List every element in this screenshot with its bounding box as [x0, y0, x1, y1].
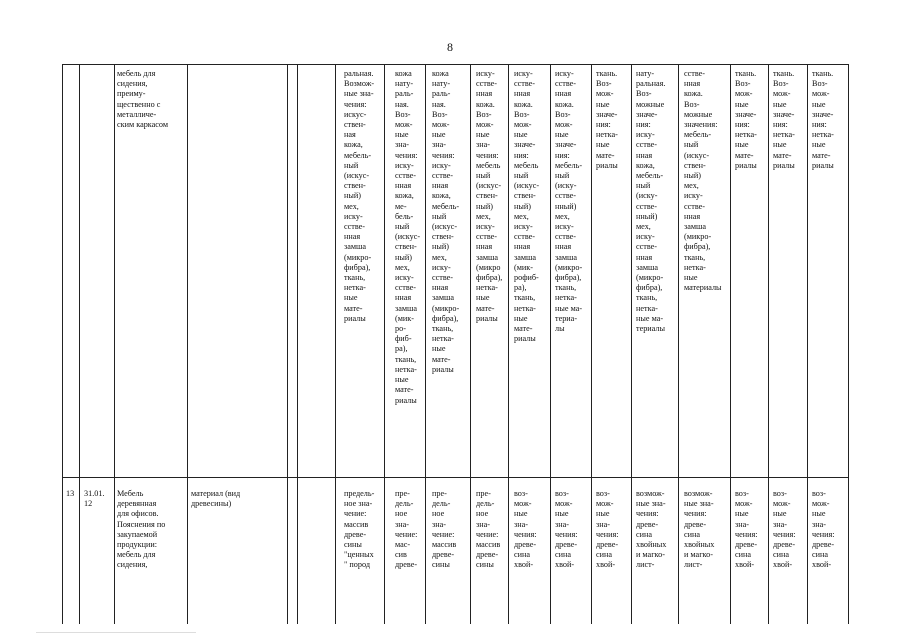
table-cell: кожа нату- раль- ная. Воз- мож- ные зна- чения: иску- сстве- нная кожа, ме- бель- ный (искус- ствен- ный) мех, иску- сстве- нная замша (мик- ро- фиб- ра), ткань, нетка- ные мате- риалы — [395, 69, 421, 405]
table-cell: сстве- нная кожа. Воз- можные значения: мебель- ный (искус- ствен- ный) мех, иску- сстве- нная замша (микро- фибра), ткань, нетка- ные материалы — [684, 69, 722, 293]
table-cell: воз- мож- ные зна- чения: древе- сина хвой- — [596, 489, 619, 570]
table-cell: нату- ральная. Воз- можные значе- ния: иску- сстве- нная кожа, мебель- ный (иску- сстве- нный) мех, иску- сстве- нная замша (микро- фибра), ткань, нетка- ные ма- териалы — [636, 69, 666, 334]
column-divider — [335, 64, 336, 624]
cell-characteristic: материал (вид древесины) — [191, 489, 241, 509]
table-cell: ткань. Воз- мож- ные значе- ния: нетка- ные мате- риалы — [812, 69, 834, 170]
table-cell: кожа нату- раль- ная. Воз- мож- ные зна- чения: иску- сстве- нная кожа, мебель- ный (искус- ствен- ный) мех, иску- сстве- нная замша (микро- фибра), ткань, нетка- ные мате- риалы — [432, 69, 460, 374]
table-cell: пре- дель- ное зна- чение: мас- сив древе- — [395, 489, 418, 570]
column-divider — [678, 64, 679, 624]
table-left-border — [62, 64, 63, 624]
column-divider — [187, 64, 188, 624]
column-divider — [591, 64, 592, 624]
table-cell: предель- ное зна- чение: массив древе- сины "ценных " пород — [344, 489, 375, 570]
column-divider — [730, 64, 731, 624]
column-divider — [384, 64, 385, 624]
column-divider — [79, 64, 80, 624]
column-divider — [807, 64, 808, 624]
table-cell: ральная. Возмож- ные зна- чения: искус- ствен- ная кожа, мебель- ный (искус- ствен- ный) мех, иску- сстве- нная замша (микро- фибра), ткань, нетка- ные мате- риалы — [344, 69, 375, 323]
table-cell: иску- сстве- нная кожа. Воз- мож- ные значе- ния: мебель- ный (иску- сстве- нный) мех, иску- сстве- нная замша (микро- фибра), ткань, нетка- ные ма- териа- лы — [555, 69, 583, 334]
column-divider — [508, 64, 509, 624]
table-cell: ткань. Воз- мож- ные значе- ния: нетка- ные мате- риалы — [596, 69, 618, 170]
column-divider — [768, 64, 769, 624]
table-cell: пре- дель- ное зна- чение: массив древе- сины — [476, 489, 501, 570]
page-number: 8 — [447, 40, 453, 54]
table-cell: ткань. Воз- мож- ные значе- ния: нетка- ные мате- риалы — [735, 69, 757, 170]
table-cell: пре- дель- ное зна- чение: массив древе- сины — [432, 489, 457, 570]
cell-description: мебель для сидения, преиму- щественно с металличе- ским каркасом — [117, 69, 169, 130]
table-cell: воз- мож- ные зна- чения: древе- сина хвой- — [773, 489, 796, 570]
cell-code: 31.01. 12 — [84, 489, 105, 509]
column-divider — [297, 64, 298, 624]
column-divider — [470, 64, 471, 624]
table-cell: воз- мож- ные зна- чения: древе- сина хвой- — [735, 489, 758, 570]
cell-row-number: 13 — [66, 489, 75, 498]
column-divider — [631, 64, 632, 624]
footer-smudge — [36, 632, 196, 633]
table-cell: возмож- ные зна- чения: древе- сина хвойных и магко- лист- — [636, 489, 667, 570]
column-divider — [287, 64, 288, 624]
table-cell: иску- сстве- нная кожа. Воз- мож- ные зна- чения: мебель ный (искус- ствен- ный) мех, иску- сстве- нная замша (микро фибра), нетка- ные мате- риалы — [476, 69, 503, 323]
table-cell: воз- мож- ные зна- чения: древе- сина хвой- — [514, 489, 537, 570]
column-divider — [550, 64, 551, 624]
table-cell: иску- сстве- нная кожа. Воз- мож- ные значе- ния: мебель ный (искус- ствен- ный) мех, иску- сстве- нная замша (мик- рофиб- ра), ткань, нетка- ные мате- риалы — [514, 69, 540, 344]
table-cell: воз- мож- ные зна- чения: древе- сина хвой- — [812, 489, 835, 570]
table-right-border — [848, 64, 849, 624]
column-divider — [114, 64, 115, 624]
table-cell: ткань. Воз- мож- ные значе- ния: нетка- ные мате- риалы — [773, 69, 795, 170]
table-cell: возмож- ные зна- чения: древе- сина хвойных и магко- лист- — [684, 489, 715, 570]
cell-description: Мебель деревянная для офисов. Пояснения по закупаемой продукции: мебель для сидения, — [117, 489, 166, 570]
column-divider — [425, 64, 426, 624]
table-cell: воз- мож- ные зна- чения: древе- сина хвой- — [555, 489, 578, 570]
